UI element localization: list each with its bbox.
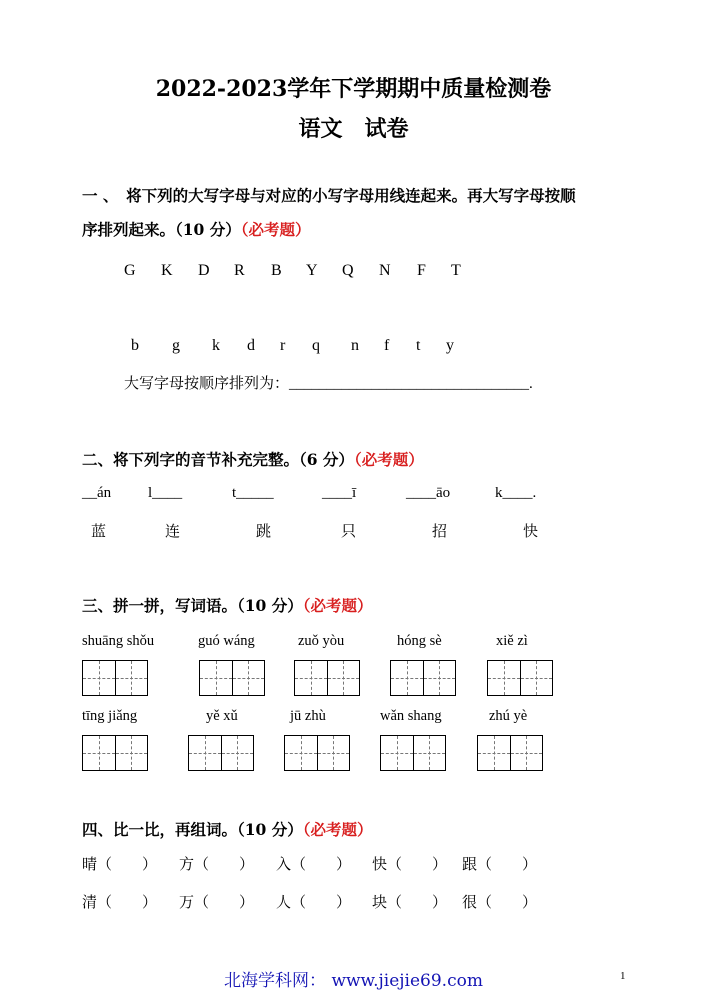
page-number: 1 <box>620 970 626 982</box>
lower-letter: g <box>172 337 180 354</box>
syllable-blank[interactable]: ____āo <box>406 485 451 501</box>
pinyin-label: wǎn shang <box>380 708 442 724</box>
order-answer-line <box>124 372 533 393</box>
pinyin-label: shuāng shǒu <box>82 633 155 649</box>
lower-letter: k <box>212 337 220 354</box>
q3-heading-text: 三、拼一拼，写词语。（10 分） <box>82 596 303 615</box>
syllable-blank[interactable]: t_____ <box>232 485 274 501</box>
upper-letter: G <box>124 262 136 279</box>
writing-grid[interactable] <box>284 735 350 771</box>
writing-grid[interactable] <box>380 735 446 771</box>
lower-letter: r <box>280 337 286 354</box>
word-blank[interactable]: 快（ ） <box>372 855 448 873</box>
pinyin-label: guó wáng <box>198 633 255 649</box>
writing-grid[interactable] <box>294 660 360 696</box>
writing-grid[interactable] <box>487 660 553 696</box>
pinyin-label: hóng sè <box>397 633 442 649</box>
word-blank[interactable]: 万（ ） <box>179 893 255 911</box>
writing-grid[interactable] <box>390 660 456 696</box>
lower-letter: n <box>351 337 359 354</box>
writing-grid[interactable] <box>82 660 148 696</box>
lower-letter: b <box>131 337 139 354</box>
writing-grid[interactable] <box>477 735 543 771</box>
syllable-char: 连 <box>165 522 181 540</box>
must-tag: （必考题） <box>302 596 373 615</box>
upper-letter: K <box>161 262 173 279</box>
writing-grid[interactable] <box>199 660 265 696</box>
lower-letter: t <box>416 337 421 354</box>
compare-row-2 <box>82 891 537 912</box>
syllable-char: 只 <box>341 522 357 540</box>
q2-heading-text: 二、将下列字的音节补充完整。（6 分） <box>82 450 354 469</box>
must-tag: （必考题） <box>302 820 373 839</box>
compare-row-1 <box>82 853 537 874</box>
word-blank[interactable]: 方（ ） <box>179 855 255 873</box>
upper-letter: F <box>417 262 426 279</box>
syllable-char: 蓝 <box>91 522 107 540</box>
syllable-blank[interactable]: k____. <box>495 485 537 501</box>
pinyin-label: jū zhù <box>290 708 326 724</box>
upper-letter: R <box>234 262 245 279</box>
word-blank[interactable]: 清（ ） <box>82 893 158 911</box>
word-blank[interactable]: 跟（ ） <box>462 855 538 873</box>
pinyin-label: zhú yè <box>489 708 528 724</box>
writing-grid[interactable] <box>188 735 254 771</box>
must-tag: （必考题） <box>353 450 424 469</box>
q4-heading <box>82 818 372 840</box>
upper-letter: Q <box>342 262 354 279</box>
syllable-blank[interactable]: l____ <box>148 485 183 501</box>
word-blank[interactable]: 晴（ ） <box>82 855 158 873</box>
must-tag: （必考题） <box>240 220 311 239</box>
upper-letter: Y <box>306 262 318 279</box>
exam-title: 2022-2023学年下学期期中质量检测卷 <box>155 76 552 102</box>
word-blank[interactable]: 很（ ） <box>462 893 538 911</box>
upper-letter: B <box>271 262 282 279</box>
q2-heading <box>82 448 424 470</box>
syllable-char: 快 <box>523 522 539 540</box>
pinyin-label: xiě zì <box>496 633 528 649</box>
upper-letter: T <box>451 262 461 279</box>
order-label: 大写字母按顺序排列为： <box>124 374 290 392</box>
order-blank[interactable]: ________________________________. <box>289 376 533 392</box>
q3-heading <box>82 594 372 616</box>
syllable-char: 招 <box>432 522 448 540</box>
pinyin-label: tīng jiǎng <box>82 708 138 724</box>
lower-letter: d <box>247 337 255 354</box>
upper-letter: D <box>198 262 210 279</box>
pinyin-label: yě xǔ <box>206 708 238 724</box>
lower-letter: q <box>312 337 320 354</box>
writing-grid[interactable] <box>82 735 148 771</box>
q1-heading-line1: 一 、 将下列的大写字母与对应的小写字母用线连起来。再大写字母按顺 <box>82 186 576 205</box>
q1-heading-text: 序排列起来。（10 分） <box>82 220 241 239</box>
exam-subtitle: 语文 试卷 <box>298 116 409 142</box>
syllable-blank[interactable]: __án <box>82 485 112 501</box>
lower-letter: y <box>446 337 454 354</box>
word-blank[interactable]: 块（ ） <box>372 893 448 911</box>
syllable-char: 跳 <box>256 522 272 540</box>
upper-letter: N <box>379 262 391 279</box>
lower-letter: f <box>384 337 390 354</box>
word-blank[interactable]: 入（ ） <box>276 855 352 873</box>
pinyin-label: zuǒ yòu <box>298 633 345 649</box>
q1-heading-line2 <box>82 218 310 240</box>
word-blank[interactable]: 人（ ） <box>276 893 352 911</box>
syllable-blank[interactable]: ____ī <box>322 485 357 501</box>
footer-watermark: 北海学科网： www.jiejie69.com <box>224 971 483 991</box>
q4-heading-text: 四、比一比，再组词。（10 分） <box>82 820 303 839</box>
